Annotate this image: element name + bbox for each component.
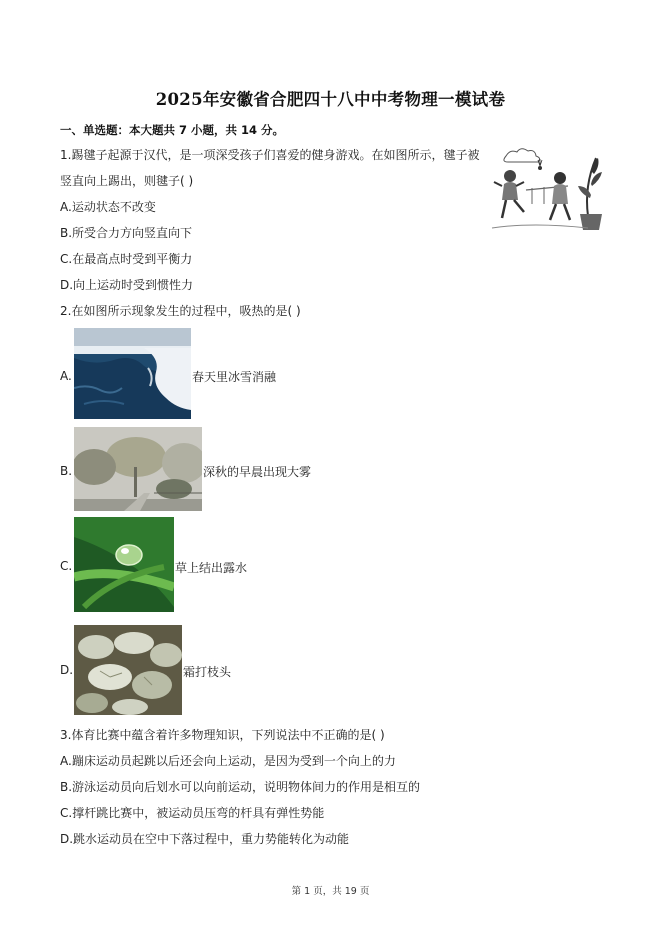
- frost-on-leaves-photo: [74, 625, 182, 715]
- q2-stem: 2.在如图所示现象发生的过程中，吸热的是( ): [60, 304, 301, 318]
- foggy-morning-photo: [74, 427, 202, 511]
- melting-ice-photo: [74, 328, 191, 419]
- q2-option-d-letter: D.: [60, 663, 74, 677]
- q1-stem-line-1: 1.踢毽子起源于汉代，是一项深受孩子们喜爱的健身游戏。在如图所示，毽子被: [60, 148, 480, 162]
- q3-option-a: A.蹦床运动员起跳以后还会向上运动，是因为受到一个向上的力: [60, 754, 396, 768]
- q2-option-d-caption: 霜打枝头: [183, 665, 232, 679]
- q3-option-d: D.跳水运动员在空中下落过程中，重力势能转化为动能: [60, 832, 350, 846]
- q3-option-b: B.游泳运动员向后划水可以向前运动，说明物体间力的作用是相互的: [60, 780, 421, 794]
- q2-option-a-caption: 春天里冰雪消融: [192, 370, 277, 384]
- section-heading: 一、单选题：本大题共 7 小题，共 14 分。: [60, 123, 285, 137]
- q2-option-c-letter: C.: [60, 559, 73, 573]
- q2-option-b-letter: B.: [60, 464, 73, 478]
- q1-option-d: D.向上运动时受到惯性力: [60, 278, 194, 292]
- q1-option-a: A.运动状态不改变: [60, 200, 156, 214]
- q2-option-b-caption: 深秋的早晨出现大雾: [203, 465, 312, 479]
- q3-option-c: C.撑杆跳比赛中，被运动员压弯的杆具有弹性势能: [60, 806, 325, 820]
- page-footer: 第 1 页，共 19 页: [291, 886, 370, 897]
- q2-option-c-caption: 草上结出露水: [175, 561, 248, 575]
- q3-stem: 3.体育比赛中蕴含着许多物理知识，下列说法中不正确的是( ): [60, 728, 385, 742]
- q1-stem-line-2: 竖直向上踢出，则毽子( ): [60, 174, 194, 188]
- q2-option-a-letter: A.: [60, 369, 72, 383]
- q1-option-b: B.所受合力方向竖直向下: [60, 226, 193, 240]
- page-title: 2025年安徽省合肥四十八中中考物理一模试卷: [155, 90, 506, 109]
- dew-on-grass-photo: [74, 517, 174, 612]
- q1-option-c: C.在最高点时受到平衡力: [60, 252, 193, 266]
- shuttlecock-kicking-illustration: [488, 146, 604, 234]
